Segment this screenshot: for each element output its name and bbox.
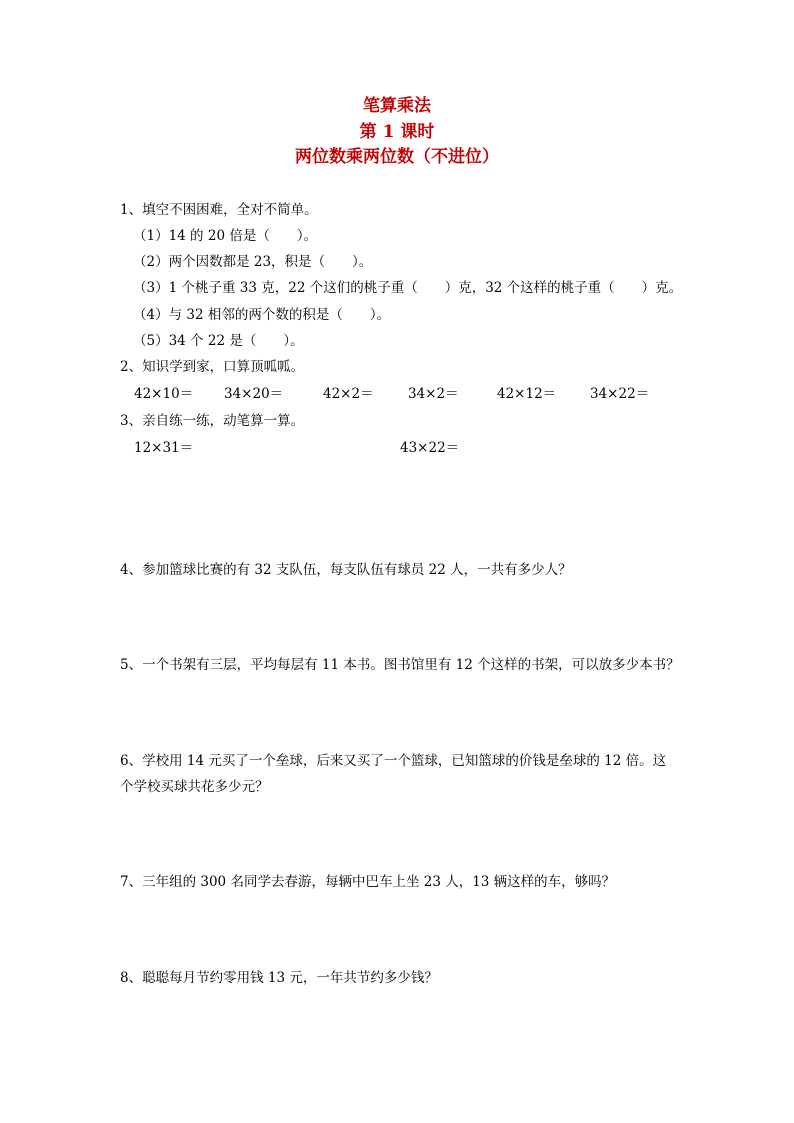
written-calc-item: 12×31＝ [134, 440, 194, 456]
written-calc-item: 43×22＝ [400, 440, 460, 456]
question-4: 4、参加篮球比赛的有 32 支队伍，每支队伍有球员 22 人，一共有多少人？ [120, 562, 572, 578]
question-1-item: （3）1 个桃子重 33 克，22 个这们的桃子重（ ）克，32 个这样的桃子重（ ）克。 [133, 280, 683, 296]
oral-calc-item: 42×12＝ [497, 386, 557, 402]
question-3-heading: 3、亲自练一练，动笔算一算。 [120, 413, 305, 429]
question-1-item: （4）与 32 相邻的两个数的积是（ ）。 [133, 307, 391, 323]
oral-calc-item: 34×20＝ [224, 386, 284, 402]
question-7: 7、三年组的 300 名同学去春游，每辆中巴车上坐 23 人，13 辆这样的车，够吗？ [120, 874, 616, 890]
oral-calc-item: 42×10＝ [134, 386, 194, 402]
title-line-1: 笔算乘法 [363, 96, 431, 116]
title-line-2: 第 1 课时 [359, 122, 435, 142]
question-1-item: （1）14 的 20 倍是（ ）。 [133, 228, 318, 244]
oral-calc-item: 42×2＝ [323, 386, 374, 402]
question-2-heading: 2、知识学到家，口算顶呱呱。 [120, 359, 305, 375]
question-1-heading: 1、填空不困困难，全对不简单。 [120, 202, 318, 218]
title-line-3: 两位数乘两位数（不进位） [295, 147, 499, 167]
question-6-line-1: 6、学校用 14 元买了一个垒球，后来又买了一个篮球，已知篮球的价钱是垒球的 12 倍。这 [120, 753, 667, 769]
question-1-item: （5）34 个 22 是（ ）。 [133, 333, 304, 349]
oral-calc-item: 34×2＝ [408, 386, 459, 402]
question-6-line-2: 个学校买球共花多少元？ [120, 779, 269, 795]
question-5: 5、一个书架有三层，平均每层有 11 本书。图书馆里有 12 个这样的书架，可以放多少本书？ [120, 657, 680, 673]
question-1-item: （2）两个因数都是 23，积是（ ）。 [133, 254, 373, 270]
oral-calc-item: 34×22＝ [590, 386, 650, 402]
question-8: 8、聪聪每月节约零用钱 13 元，一年共节约多少钱？ [120, 970, 438, 986]
